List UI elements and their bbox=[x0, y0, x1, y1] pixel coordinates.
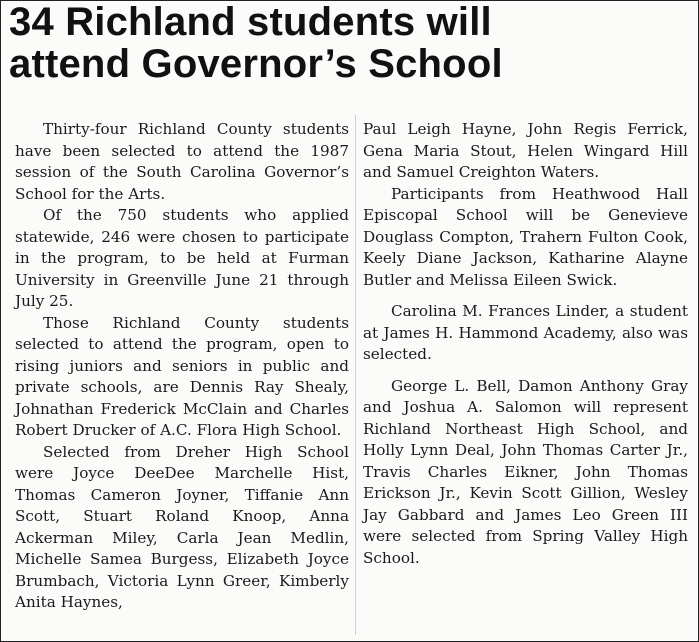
headline bbox=[9, 1, 699, 85]
paragraph-intro: Thirty-four Richland County students have been selected to attend the 1987 session of the South Carolina Governor’s School for the Arts. bbox=[15, 120, 349, 203]
paragraph-hammond: Carolina M. Frances Linder, a student at James H. Hammond Academy, also was selected. bbox=[363, 302, 688, 363]
paragraph-ac-flora: Those Richland County students selected to attend the program, open to rising juniors and seniors in public and private schools, are Dennis Ray Shealy, Johnathan Frederick McClain and Charles Robert Drucker of A.C. Flora High School. bbox=[15, 313, 349, 439]
paragraph-dreher-continued: Paul Leigh Hayne, John Regis Ferrick, Gena Maria Stout, Helen Wingard Hill and Samuel Creighton Waters. bbox=[363, 120, 688, 181]
paragraph-dreher: Selected from Dreher High School were Joyce DeeDee Marchelle Hist, Thomas Cameron Joyner, Tiffanie Ann Scott, Stuart Roland Knoop, Anna Ackerman Miley, Carla Jean Medlin, Michelle Samea Burgess, Elizabeth Joyce Brumbach, Victoria Lynn Greer, Kimberly Anita Haynes, bbox=[15, 442, 349, 611]
paragraph-statewide: Of the 750 students who applied statewide, 246 were chosen to participate in the program, to be held at Furman University in Greenville June 21 through July 25. bbox=[15, 206, 349, 310]
right-column bbox=[363, 119, 688, 569]
paragraph-heathwood: Participants from Heathwood Hall Episcopal School will be Genevieve Douglass Compton, Trahern Fulton Cook, Keely Diane Jackson, Katharine Alayne Butler and Melissa Eileen Swick. bbox=[363, 184, 688, 289]
headline-line-2: attend Governor’s School bbox=[9, 42, 503, 86]
column-divider bbox=[355, 115, 356, 635]
headline-line-1: 34 Richland students will bbox=[9, 0, 492, 44]
left-column bbox=[15, 119, 349, 614]
paragraph-northeast-spring-valley: George L. Bell, Damon Anthony Gray and Joshua A. Salomon will represent Richland Northeast High School, and Holly Lynn Deal, John Thomas Carter Jr., Travis Charles Eikner, John Thomas Erickson Jr., Kevin Scott Gillion, Wesley Jay Gabbard and James Leo Green III were selected from Spring Valley High School. bbox=[363, 376, 688, 567]
